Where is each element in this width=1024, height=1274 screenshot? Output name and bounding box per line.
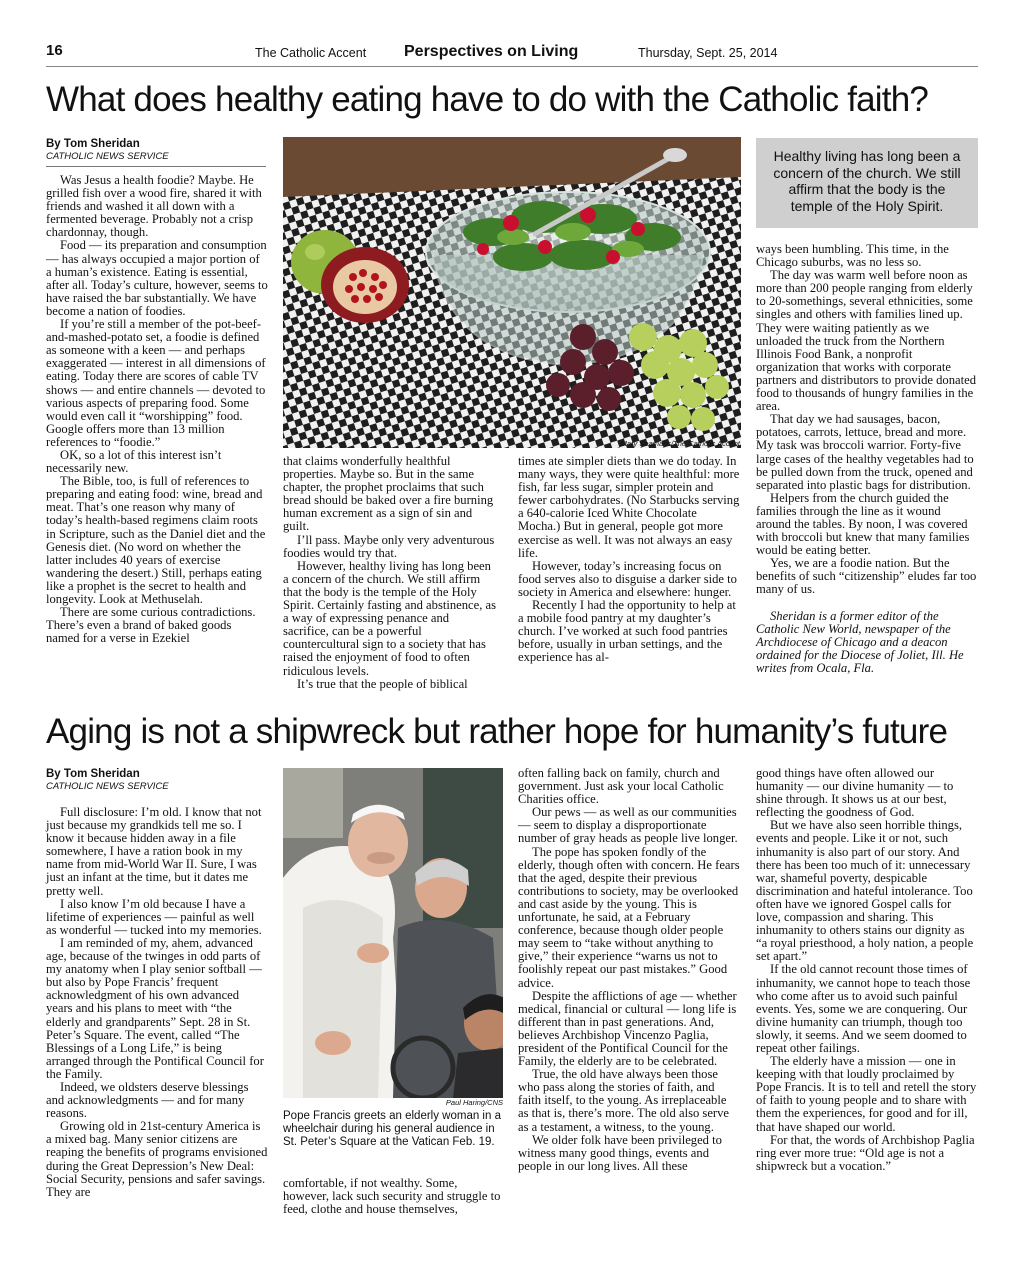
article2-column-2 <box>283 1177 505 1216</box>
article2-column-1 <box>46 806 268 1199</box>
paragraph: We older folk have been privileged to witness many good things, events and people in our long lives. All these <box>518 1132 722 1173</box>
paragraph: However, healthy living has long been a concern of the church. We still affirm that the body is the temple of the Holy Spirit. Certainly fasting and abstinence, as a way of expressing penance and sacrifice, can be a powerful countercultural sign to a society that has raised the enjoyment of food to often ridiculous levels. <box>283 558 496 678</box>
paragraph: ways been humbling. This time, in the Chicago suburbs, was no less so. <box>756 242 949 270</box>
paragraph: OK, so a lot of this interest isn’t necessarily new. <box>46 447 222 476</box>
pope-illustration <box>283 768 503 1098</box>
section-title: Perspectives on Living <box>404 43 579 60</box>
paragraph: Growing old in 21st-century America is a mixed bag. Many senior citizens are reaping the benefits of programs envisioned during the Great Depression’s New Deal: Social Security, pensions and safer savings. They are <box>46 1119 268 1199</box>
pull-quote <box>756 138 978 228</box>
article1-column-4 <box>756 243 978 675</box>
paragraph: There are some curious contradictions. There’s even a brand of baked goods named for a verse in Ezekiel <box>46 605 256 646</box>
article2-photo-credit: Paul Haring/CNS <box>445 1098 503 1107</box>
article1-byline: By Tom Sheridan <box>46 138 140 150</box>
paragraph: Indeed, we oldsters deserve blessings and acknowledgments — and for many reasons. <box>46 1079 249 1121</box>
author-bio: Sheridan is a former editor of the Catholic New World, newspaper of the Archdiocese of Chicago and a deacon ordained for the Diocese of Joliet, Ill. He writes from Ocala, Fla. <box>756 608 964 675</box>
article2-service: CATHOLIC NEWS SERVICE <box>46 781 169 792</box>
paragraph: comfortable, if not wealthy. Some, however, lack such security and struggle to feed, clothe and house themselves, <box>283 1176 501 1217</box>
paragraph: That day we had sausages, bacon, potatoes, carrots, lettuce, bread and more. My task was broccoli warrior. Forty-five large cases of the healthy vegetables had to be pulled down from the truck, opened and separated into plastic bags for distribution. <box>756 412 974 492</box>
paragraph: Helpers from the church guided the families through the line as it wound around the tables. By noon, I was covered with broccoli but knew that many families would be eating better. <box>756 490 970 558</box>
paragraph: Full disclosure: I’m old. I know that not just because my grandkids tell me so. I know it because hidden away in a file somewhere, I have a ration book in my name from mid-World War II. Sure, I was just an infant at the time, but it dates me pretty well. <box>46 805 262 898</box>
article1-headline: What does healthy eating have to do with the Catholic faith? <box>46 80 929 119</box>
paragraph: that claims wonderfully healthful properties. Maybe so. But in the same chapter, the prophet proclaims that such bread should be baked over a fire burning human excrement as a sign of sin and guilt. <box>283 454 494 534</box>
pull-quote-text: Healthy living has long been a concern of the church. We still affirm that the body is the temple of the Holy Spirit. <box>773 148 961 214</box>
byline-rule <box>46 166 266 167</box>
paragraph: The pope has spoken fondly of the elderly, though often with concern. He fears that the aged, despite their previous contributions to society, may be overlooked and cast aside by the young. This is unfortunate, he said, at a February conference, because though older people may seem to “take without anything to give,” their experience “warns us not to foolishly repeat our past mistakes.” Good advice. <box>518 844 740 990</box>
paragraph: good things have often allowed our humanity — our divine humanity — to shine through. It shows us at our best, reflecting the goodness of God. <box>756 766 954 820</box>
paragraph: The elderly have a mission — one in keeping with that loudly proclaimed by Pope Francis. It is to tell and retell the story of faith to young people and to share with them the experiences, for good and for ill, that have shaped our world. <box>756 1054 977 1134</box>
article1-column-3 <box>518 455 740 665</box>
pope-photo <box>283 768 503 1098</box>
paper-name: The Catholic Accent <box>255 46 367 60</box>
salad-illustration <box>283 137 741 448</box>
paragraph: However, today’s increasing focus on food serves also to disguise a darker side to society in America and elsewhere: hunger. <box>518 558 737 599</box>
paragraph: Food — its preparation and consumption — has always occupied a major portion of a human’s existence. Eating is essential, after all. Today’s culture, however, seems to have raised the bar substantially. We have become a nation of foodies. <box>46 238 268 318</box>
article1-photo-credit: Mary Seamans/The Catholic Accent <box>620 439 740 448</box>
masthead-rule <box>46 66 978 67</box>
paragraph: times ate simpler diets than we do today. In many ways, they were quite healthful: more fish, far less sugar, simpler protein and fewer carbohydrates. (No Starbucks serving a 640-calorie Iced White Chocolate Mocha.) But in general, people got more exercise as well. It was not always an easy life. <box>518 454 740 560</box>
paragraph: Yes, we are a foodie nation. But the benefits of such “citizenship” eludes far too many of us. <box>756 556 977 597</box>
paragraph: If the old cannot recount those times of inhumanity, we cannot hope to teach those who come after us to avoid such painful events. Yes, some we are conquering. Our divine humanity can triumph, though too slowly, it seems. And we seem doomed to repeat other failings. <box>756 962 971 1055</box>
paragraph: I’ll pass. Maybe only very adventurous foodies would try that. <box>283 532 495 560</box>
paragraph: It’s true that the people of biblical <box>297 676 468 691</box>
paragraph: For that, the words of Archbishop Paglia ring ever more true: “Old age is not a shipwreck but a vocation.” <box>756 1132 975 1173</box>
page-number: 16 <box>46 42 63 59</box>
article1-column-1 <box>46 174 268 645</box>
paragraph: The Bible, too, is full of references to preparing and eating food: wine, bread and meat. That’s one reason why many of today’s health-based regimens claim roots in Scripture, such as the Daniel diet and the Genesis diet. (No word on whether the latter includes 40 years of exercise wandering the desert.) Still, perhaps eating like a prophet is the secret to health and longevity. Look at Methuselah. <box>46 474 266 606</box>
paragraph: The day was warm well before noon as more than 200 people ranging from elderly to 20-somethings, several ethnicities, some singles and others with families lined up. They were waiting patiently as we unloaded the truck from the Northern Illinois Food Bank, a nonprofit organization that works with corporate partners and distributors to provide donated food to thousands of hungry families in the area. <box>756 268 976 414</box>
article2-column-4 <box>756 767 978 1173</box>
paragraph: I also know I’m old because I have a lifetime of experiences — painful as well as wonderful — tucked into my memories. <box>46 896 262 937</box>
paragraph: If you’re still a member of the pot-beef-and-mashed-potato set, a foodie is defined as someone with a keen — and perhaps exaggerated — interest in all dimensions of eating. Today there are scores of cable TV shows — and entire channels — devoted to various aspects of preparing food. Some would even call it “worshipping” food. Google offers more than 13 million references to “foodie.” <box>46 317 266 449</box>
article1-column-2 <box>283 455 498 691</box>
photo-caption: Pope Francis greets an elderly woman in a wheelchair during his general audience in St. Peter’s Square at the Vatican Feb. 19. <box>283 1110 501 1148</box>
article2-byline: By Tom Sheridan <box>46 768 140 780</box>
paragraph: Was Jesus a health foodie? Maybe. He grilled fish over a wood fire, shared it with friends and washed it all down with a fermented beverage. Probably not a crisp chardonnay, though. <box>46 173 262 240</box>
paragraph: Despite the afflictions of age — whether medical, financial or cultural — long life is different than in past generations. And, believes Archbishop Vincenzo Paglia, president of the Pontifical Council for the Family, the elderly are to be celebrated. <box>518 988 737 1069</box>
paragraph: Our pews — as well as our communities — seem to display a disproportionate number of gray heads as people live longer. <box>518 805 738 846</box>
article2-headline: Aging is not a shipwreck but rather hope for humanity’s future <box>46 712 948 751</box>
issue-date: Thursday, Sept. 25, 2014 <box>638 46 778 60</box>
paragraph: True, the old have always been those who pass along the stories of faith, and faith itself, to the young. As irreplaceable as that is, there’s more. The old also serve as a testament, a witness, to the young. <box>518 1067 730 1134</box>
paragraph: I am reminded of my, ahem, advanced age, because of the twinges in odd parts of my anatomy when I play senior softball — but also by Pope Francis’ frequent acknowledgment of his own advanced years and his plans to meet with “the elderly and grandparents” Sept. 28 in St. Peter’s Square. The event, called “The Blessings of a Long Life,” is being arranged through the Pontifical Council for the Family. <box>46 935 264 1081</box>
paragraph: Recently I had the opportunity to help at a mobile food pantry at my daughter’s church. I’ve worked at such food pantries before, usually in urban settings, and the experience has al- <box>518 598 736 665</box>
article2-column-3 <box>518 767 740 1173</box>
paragraph: often falling back on family, church and government. Just ask your local Catholic Charities office. <box>518 766 724 807</box>
paragraph: But we have also seen horrible things, events and people. Like it or not, such inhumanity is also part of our story. And there has been too much of it: unnecessary war, shameful poverty, despicable discrimination and hateful intolerance. Too often have we ignored Gospel calls for love, compassion and sharing. This inhumanity to others stains our dignity as “a royal priesthood, a holy nation, a people set apart.” <box>756 818 974 964</box>
article1-service: CATHOLIC NEWS SERVICE <box>46 151 169 162</box>
salad-photo <box>283 137 741 448</box>
